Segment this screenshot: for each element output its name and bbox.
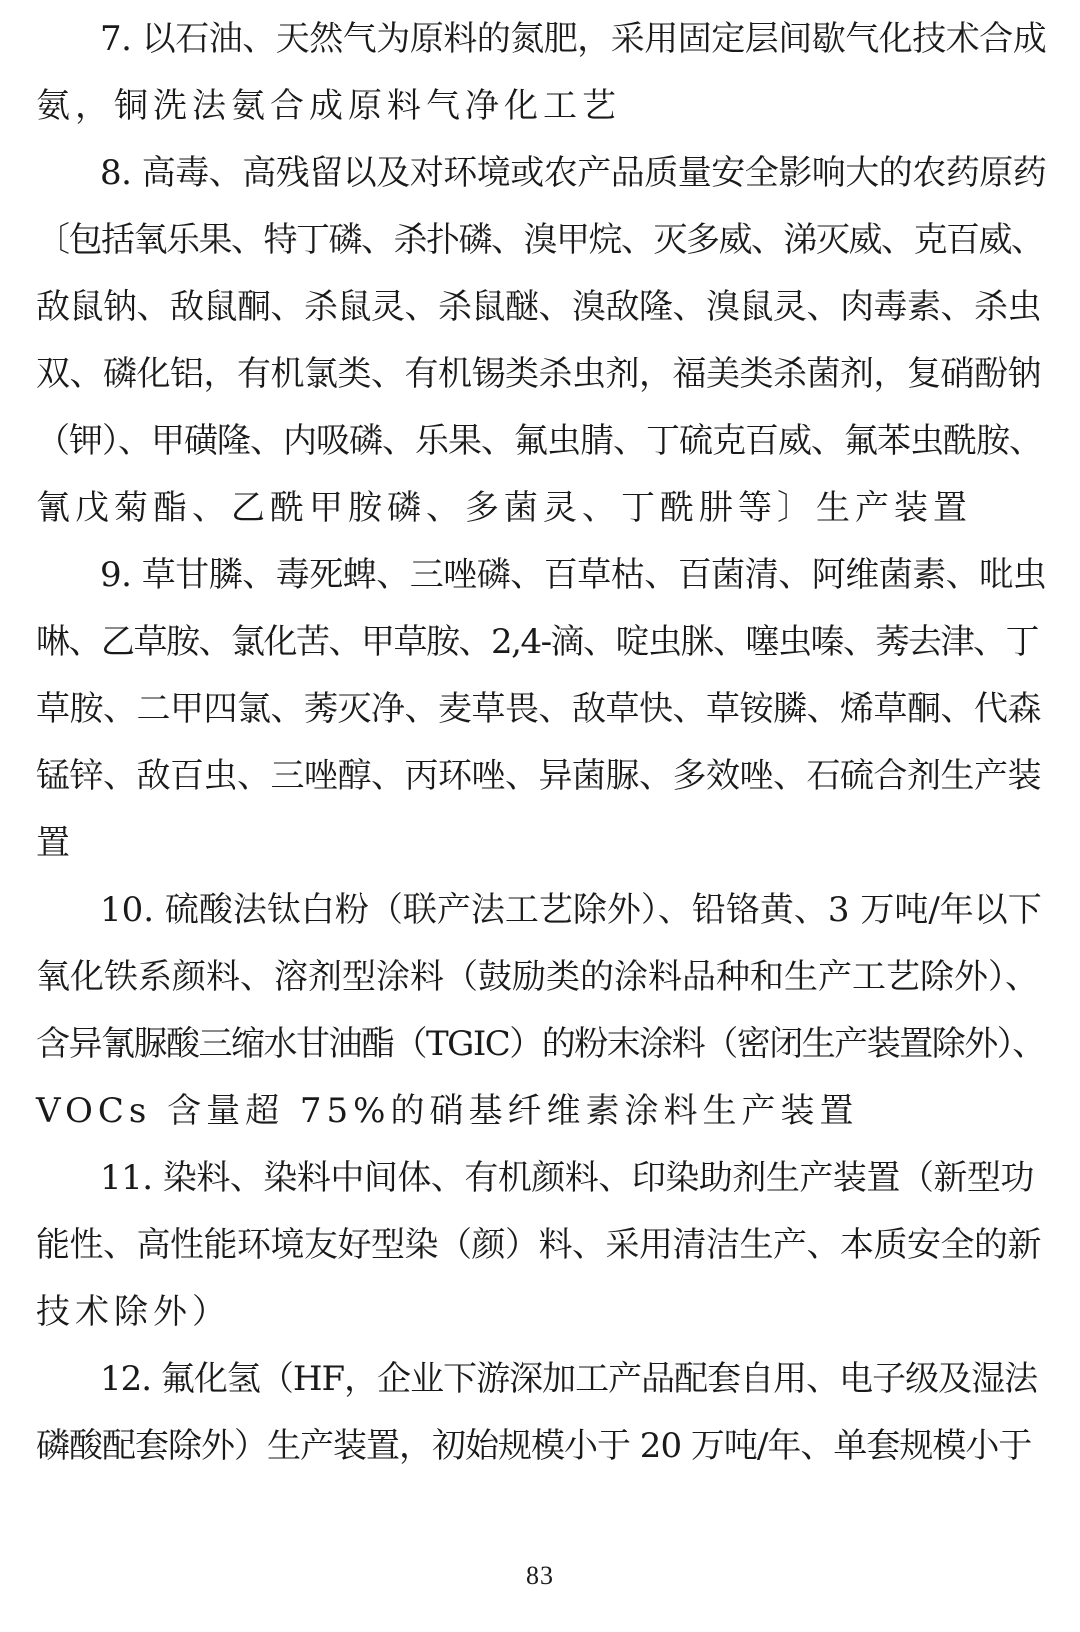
page-number: 83	[526, 1561, 554, 1590]
text-line: 8. 高毒、高残留以及对环境或农产品质量安全影响大的农药原药	[100, 153, 1047, 193]
text-line: 含异氰脲酸三缩水甘油酯（TGIC）的粉末涂料（密闭生产装置除外）、	[36, 1024, 1045, 1064]
text-line: 置	[36, 823, 75, 863]
text-line: 氨，铜洗法氨合成原料气净化工艺	[36, 86, 621, 126]
text-line: 草胺、二甲四氯、莠灭净、麦草畏、敌草快、草铵膦、烯草酮、代森	[36, 689, 1041, 729]
text-line: （钾）、甲磺隆、内吸磷、乐果、氟虫腈、丁硫克百威、氟苯虫酰胺、	[36, 421, 1042, 461]
text-line: 锰锌、敌百虫、三唑醇、丙环唑、异菌脲、多效唑、石硫合剂生产装	[36, 756, 1041, 796]
text-line: 12. 氟化氢（HF，企业下游深加工产品配套自用、电子级及湿法	[100, 1359, 1038, 1399]
text-line: 7. 以石油、天然气为原料的氮肥，采用固定层间歇气化技术合成	[100, 19, 1047, 59]
text-line: 氰戊菊酯、乙酰甲胺磷、多菌灵、丁酰肼等〕生产装置	[36, 488, 972, 528]
text-line: 氧化铁系颜料、溶剂型涂料（鼓励类的涂料品种和生产工艺除外）、	[36, 957, 1039, 997]
text-line: 10. 硫酸法钛白粉（联产法工艺除外）、铅铬黄、3 万吨/年以下	[100, 890, 1042, 930]
text-line: 9. 草甘膦、毒死蜱、三唑磷、百草枯、百菌清、阿维菌素、吡虫	[100, 555, 1047, 595]
text-line: VOCs 含量超 75%的硝基纤维素涂料生产装置	[36, 1091, 859, 1131]
text-line: 啉、乙草胺、氯化苦、甲草胺、2,4-滴、啶虫脒、噻虫嗪、莠去津、丁	[36, 622, 1039, 662]
text-line: 能性、高性能环境友好型染（颜）料、采用清洁生产、本质安全的新	[36, 1225, 1041, 1265]
text-line: 磷酸配套除外）生产装置，初始规模小于 20 万吨/年、单套规模小于	[36, 1426, 1032, 1466]
text-line: 11. 染料、染料中间体、有机颜料、印染助剂生产装置（新型功	[100, 1158, 1034, 1198]
text-line: 〔包括氧乐果、特丁磷、杀扑磷、溴甲烷、灭多威、涕灭威、克百威、	[36, 220, 1044, 260]
text-line: 技术除外）	[36, 1292, 231, 1332]
text-line: 敌鼠钠、敌鼠酮、杀鼠灵、杀鼠醚、溴敌隆、溴鼠灵、肉毒素、杀虫	[36, 287, 1041, 327]
text-line: 双、磷化铝，有机氯类、有机锡类杀虫剂，福美类杀菌剂，复硝酚钠	[36, 354, 1041, 394]
